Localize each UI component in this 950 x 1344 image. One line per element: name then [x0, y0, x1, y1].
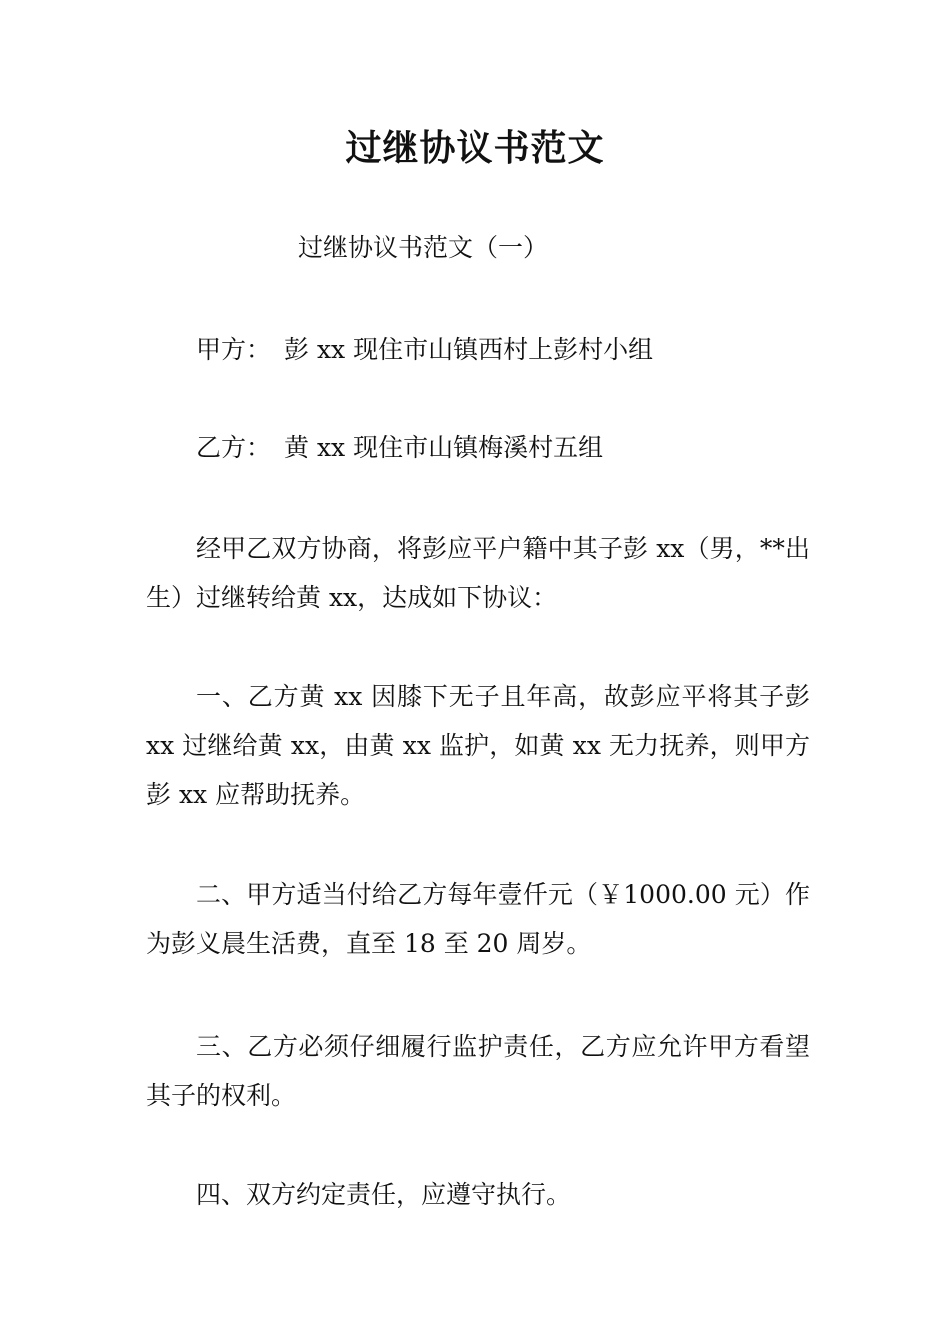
document-subtitle: 过继协议书范文（一） — [298, 233, 549, 262]
paragraph-clause-1: 一、乙方黄 xx 因膝下无子且年高，故彭应平将其子彭 xx 过继给黄 xx，由黄 xx 监护，如黄 xx 无力抚养，则甲方彭 xx 应帮助抚养。 — [146, 682, 810, 809]
party-a-text: 彭 xx 现住市山镇西村上彭村小组 — [284, 335, 654, 364]
party-b-text: 黄 xx 现住市山镇梅溪村五组 — [284, 433, 604, 462]
party-a-label: 甲方： — [196, 335, 272, 364]
paragraph-intro: 经甲乙双方协商，将彭应平户籍中其子彭 xx（男，**出生）过继转给黄 xx，达成如下协议： — [146, 534, 810, 612]
party-a-line — [196, 330, 653, 370]
party-b-label: 乙方： — [196, 433, 272, 462]
document-title: 过继协议书范文 — [345, 128, 605, 169]
paragraph-clause-2: 二、甲方适当付给乙方每年壹仟元（￥1000.00 元）作为彭义晨生活费，直至 18 至 20 周岁。 — [146, 880, 810, 958]
party-b-line — [196, 428, 603, 468]
paragraph-clause-4: 四、双方约定责任，应遵守执行。 — [196, 1180, 572, 1209]
paragraph-clause-3: 三、乙方必须仔细履行监护责任，乙方应允许甲方看望其子的权利。 — [146, 1032, 810, 1110]
